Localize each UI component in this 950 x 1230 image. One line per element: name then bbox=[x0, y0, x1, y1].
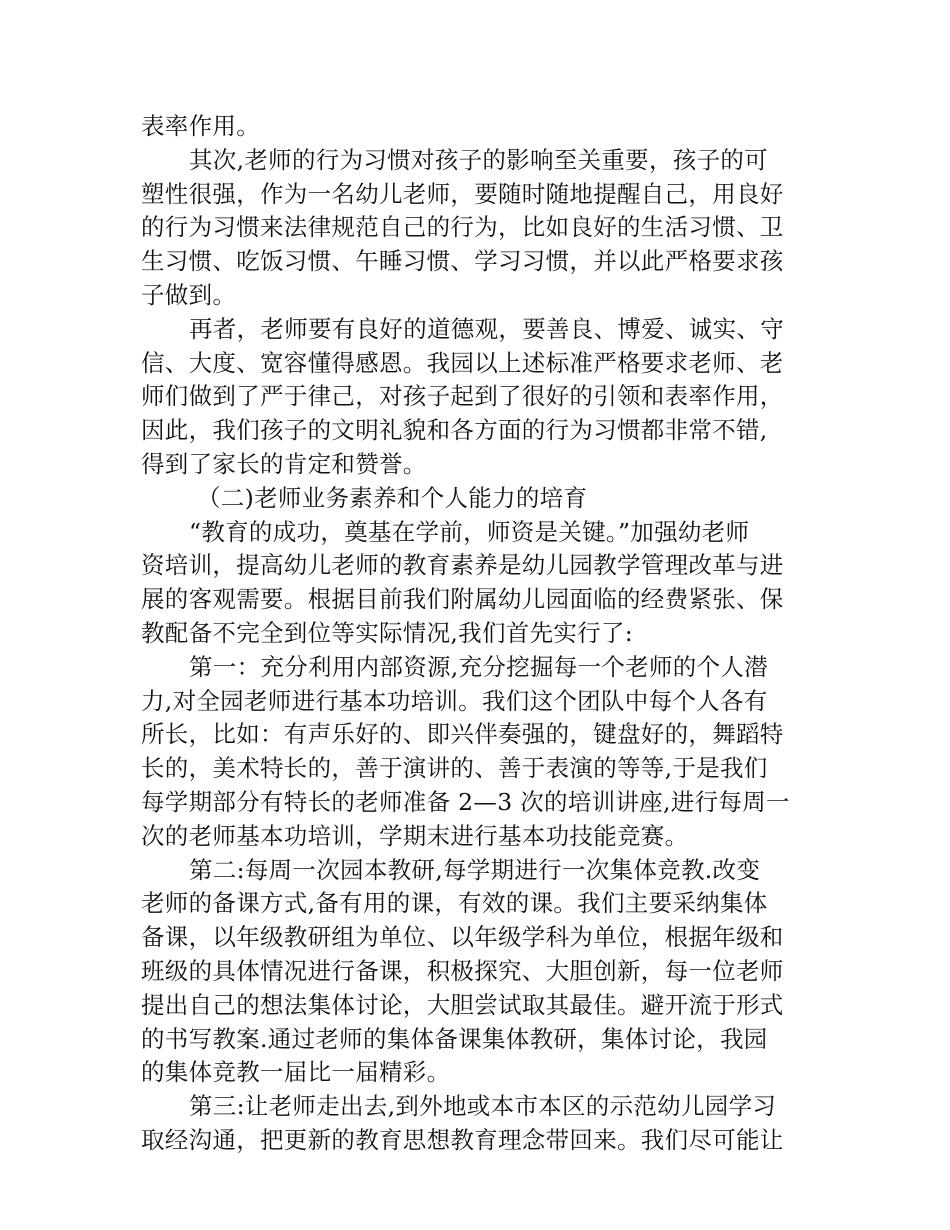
paragraph-first-line: 再者，老师要有良好的道德观，要善良、博爱、诚实、守 bbox=[189, 314, 784, 343]
text-line: 塑性很强，作为一名幼儿老师，要随时随地提醒自己，用良好 bbox=[141, 179, 784, 208]
text-line: 的集体竞教一届比一届精彩。 bbox=[141, 1058, 451, 1087]
section-heading: （二)老师业务素养和个人能力的培育 bbox=[197, 483, 588, 512]
text-line: 信、大度、宽容懂得感恩。我园以上述标准严格要求老师、老 bbox=[141, 348, 784, 377]
text-line: 生习惯、吃饭习惯、午睡习惯、学习习惯，并以此严格要求孩 bbox=[141, 247, 784, 276]
text-line: 取经沟通，把更新的教育思想教育理念带回来。我们尽可能让 bbox=[141, 1125, 784, 1154]
text-line: 表率作用。 bbox=[141, 112, 260, 140]
text-line: 资培训，提高幼儿老师的教育素养是幼儿园教学管理改革与进 bbox=[141, 551, 784, 580]
paragraph-first-line: 第二:每周一次园本教研,每学期进行一次集体竞教.改变 bbox=[189, 855, 761, 884]
text-line: 展的客观需要。根据目前我们附属幼儿园面临的经费紧张、保 bbox=[141, 585, 784, 614]
text-line: 教配备不完全到位等实际情况,我们首先实行了: bbox=[141, 618, 633, 647]
text-line: 长的，美术特长的，善于演讲的、善于表演的等等,于是我们 bbox=[141, 754, 768, 783]
text-line: 得到了家长的肯定和赞誉。 bbox=[141, 449, 427, 478]
text-line: 班级的具体情况进行备课，积极探究、大胆创新，每一位老师 bbox=[141, 956, 784, 985]
document-body bbox=[141, 110, 813, 1158]
paragraph-first-line: 第一：充分利用内部资源,充分挖掘每一个老师的个人潜 bbox=[189, 652, 768, 681]
text-line: 次的老师基本功培训，学期末进行基本功技能竞赛。 bbox=[141, 821, 689, 850]
text-line: 师们做到了严于律己，对孩子起到了很好的引领和表率作用， bbox=[141, 382, 784, 411]
text-line: 所长，比如：有声乐好的、即兴伴奏强的，键盘好的，舞蹈特 bbox=[141, 720, 784, 749]
paragraph-first-line: “教育的成功，奠基在学前，师资是关键。”加强幼老师 bbox=[189, 517, 750, 546]
paragraph-first-line: 第三:让老师走出去,到外地或本市本区的示范幼儿园学习 bbox=[189, 1092, 777, 1121]
text-line: 因此，我们孩子的文明礼貌和各方面的行为习惯都非常不错, bbox=[141, 416, 768, 445]
text-line: 的行为习惯来法律规范自己的行为，比如良好的生活习惯、卫 bbox=[141, 213, 784, 242]
text-line: 子做到。 bbox=[141, 280, 237, 309]
paragraph-first-line: 其次,老师的行为习惯对孩子的影响至关重要，孩子的可 bbox=[189, 145, 768, 174]
text-line: 的书写教案.通过老师的集体备课集体教研，集体讨论，我园 bbox=[141, 1024, 768, 1053]
text-line: 力,对全园老师进行基本功培训。我们这个团队中每个人各有 bbox=[141, 686, 768, 715]
text-line: 备课，以年级教研组为单位、以年级学科为单位，根据年级和 bbox=[141, 923, 784, 952]
text-line: 每学期部分有特长的老师准备 2—3 次的培训讲座,进行每周一 bbox=[141, 787, 790, 816]
text-line: 老师的备课方式,备有用的课，有效的课。我们主要采纳集体 bbox=[141, 889, 768, 918]
text-line: 提出自己的想法集体讨论，大胆尝试取其最佳。避开流于形式 bbox=[141, 990, 784, 1019]
